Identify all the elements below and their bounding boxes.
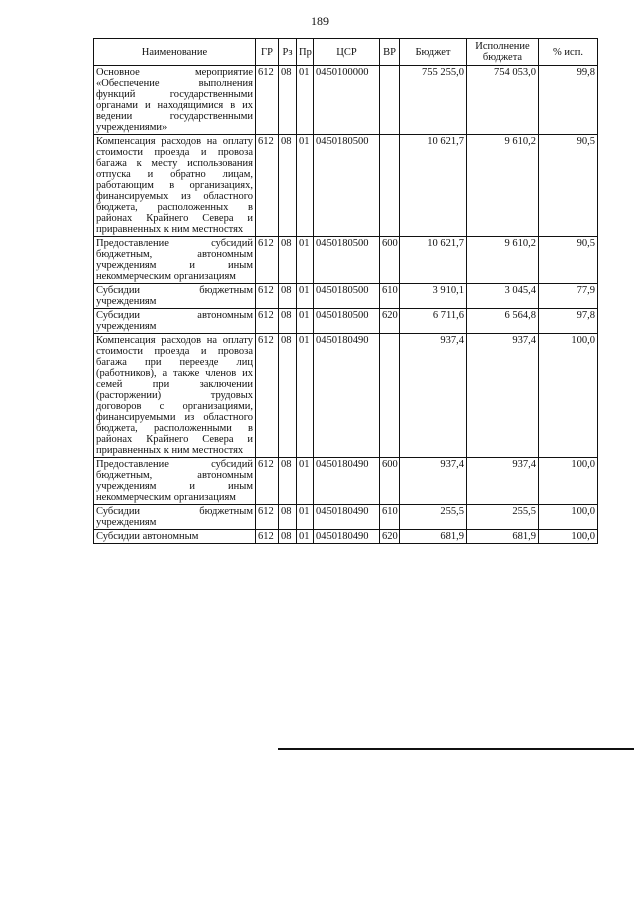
row-budget: 937,4 — [400, 334, 467, 458]
row-name: Субсидии автономным — [94, 530, 256, 544]
header-vr: ВР — [380, 39, 400, 66]
row-budget: 10 621,7 — [400, 237, 467, 284]
row-execution: 9 610,2 — [467, 237, 539, 284]
row-vr: 620 — [380, 309, 400, 334]
row-execution: 9 610,2 — [467, 135, 539, 237]
row-budget: 937,4 — [400, 458, 467, 505]
row-execution: 754 053,0 — [467, 66, 539, 135]
row-percent: 100,0 — [539, 505, 598, 530]
row-name: Компенсация расходов на оплату стоимости проезда и провоза багажа при переезде лиц (работников), а также членов их семей при заключении (расторжении) трудовых договоров с организациями, финансируемыми из областного бюджета, расположенными в районах Крайнего Севера и приравненных к ним местностях — [94, 334, 256, 458]
row-vr — [380, 66, 400, 135]
row-execution: 255,5 — [467, 505, 539, 530]
row-budget: 3 910,1 — [400, 284, 467, 309]
table-row — [94, 66, 598, 135]
row-pr: 01 — [297, 309, 314, 334]
row-name: Основное мероприятие «Обеспечение выполнения функций государственными органами и находящимися в их ведении государственными учреждениями» — [94, 66, 256, 135]
row-pr: 01 — [297, 458, 314, 505]
row-gr: 612 — [256, 309, 279, 334]
table-row — [94, 135, 598, 237]
row-pr: 01 — [297, 284, 314, 309]
row-csr: 0450180500 — [314, 135, 380, 237]
row-gr: 612 — [256, 237, 279, 284]
row-vr: 610 — [380, 505, 400, 530]
table-header-row — [94, 39, 598, 66]
row-vr: 600 — [380, 237, 400, 284]
table-row — [94, 530, 598, 544]
row-name: Субсидии бюджетным учреждениям — [94, 505, 256, 530]
row-vr: 610 — [380, 284, 400, 309]
row-pr: 01 — [297, 135, 314, 237]
header-execution: Исполнение бюджета — [467, 39, 539, 66]
row-csr: 0450100000 — [314, 66, 380, 135]
row-percent: 99,8 — [539, 66, 598, 135]
row-execution: 681,9 — [467, 530, 539, 544]
table-row — [94, 334, 598, 458]
row-vr — [380, 334, 400, 458]
row-percent: 90,5 — [539, 135, 598, 237]
row-rz: 08 — [279, 530, 297, 544]
row-name: Компенсация расходов на оплату стоимости проезда и провоза багажа к месту использования отпуска и обратно лицам, работающим в организациях, финансируемых из областного бюджета, расположенных в районах Крайнего Севера и приравненных к ним местностях — [94, 135, 256, 237]
table-row — [94, 284, 598, 309]
row-rz: 08 — [279, 309, 297, 334]
row-percent: 100,0 — [539, 334, 598, 458]
header-gr: ГР — [256, 39, 279, 66]
row-vr: 600 — [380, 458, 400, 505]
table-row — [94, 237, 598, 284]
row-percent: 90,5 — [539, 237, 598, 284]
row-gr: 612 — [256, 135, 279, 237]
row-pr: 01 — [297, 237, 314, 284]
header-budget: Бюджет — [400, 39, 467, 66]
row-rz: 08 — [279, 66, 297, 135]
page-number: 189 — [311, 14, 329, 28]
header-pr: Пр — [297, 39, 314, 66]
header-csr: ЦСР — [314, 39, 380, 66]
row-csr: 0450180500 — [314, 284, 380, 309]
row-csr: 0450180490 — [314, 530, 380, 544]
table-row — [94, 505, 598, 530]
row-vr — [380, 135, 400, 237]
row-pr: 01 — [297, 505, 314, 530]
page-rule-line — [278, 748, 634, 750]
row-gr: 612 — [256, 458, 279, 505]
row-budget: 6 711,6 — [400, 309, 467, 334]
row-name: Субсидии автономным учреждениям — [94, 309, 256, 334]
row-budget: 755 255,0 — [400, 66, 467, 135]
row-rz: 08 — [279, 284, 297, 309]
row-budget: 10 621,7 — [400, 135, 467, 237]
row-execution: 3 045,4 — [467, 284, 539, 309]
row-budget: 255,5 — [400, 505, 467, 530]
row-rz: 08 — [279, 334, 297, 458]
row-csr: 0450180500 — [314, 309, 380, 334]
row-gr: 612 — [256, 505, 279, 530]
row-rz: 08 — [279, 505, 297, 530]
row-budget: 681,9 — [400, 530, 467, 544]
row-gr: 612 — [256, 530, 279, 544]
row-pr: 01 — [297, 334, 314, 458]
row-percent: 100,0 — [539, 530, 598, 544]
row-vr: 620 — [380, 530, 400, 544]
row-name: Субсидии бюджетным учреждениям — [94, 284, 256, 309]
row-percent: 77,9 — [539, 284, 598, 309]
row-name: Предоставление субсидий бюджетным, автономным учреждениям и иным некоммерческим организациям — [94, 458, 256, 505]
row-execution: 937,4 — [467, 458, 539, 505]
row-csr: 0450180500 — [314, 237, 380, 284]
row-percent: 97,8 — [539, 309, 598, 334]
table-row — [94, 458, 598, 505]
row-name: Предоставление субсидий бюджетным, автономным учреждениям и иным некоммерческим организациям — [94, 237, 256, 284]
budget-table — [93, 38, 598, 544]
row-pr: 01 — [297, 66, 314, 135]
header-rz: Рз — [279, 39, 297, 66]
row-pr: 01 — [297, 530, 314, 544]
row-gr: 612 — [256, 334, 279, 458]
row-gr: 612 — [256, 66, 279, 135]
header-name: Наименование — [94, 39, 256, 66]
row-execution: 937,4 — [467, 334, 539, 458]
row-csr: 0450180490 — [314, 334, 380, 458]
row-rz: 08 — [279, 458, 297, 505]
table-row — [94, 309, 598, 334]
row-csr: 0450180490 — [314, 458, 380, 505]
row-csr: 0450180490 — [314, 505, 380, 530]
row-gr: 612 — [256, 284, 279, 309]
row-rz: 08 — [279, 135, 297, 237]
row-execution: 6 564,8 — [467, 309, 539, 334]
row-rz: 08 — [279, 237, 297, 284]
header-percent: % исп. — [539, 39, 598, 66]
row-percent: 100,0 — [539, 458, 598, 505]
